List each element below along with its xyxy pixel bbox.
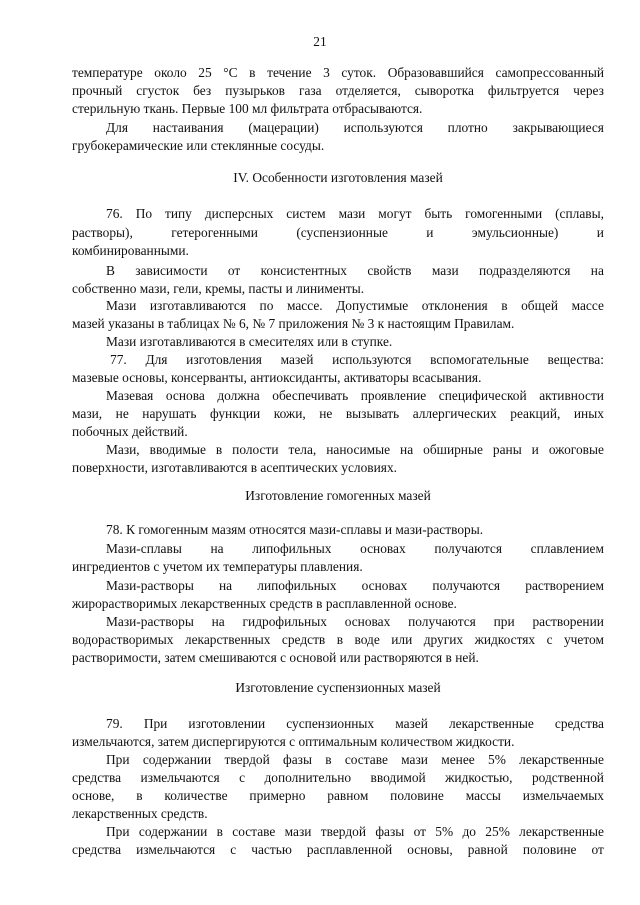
word: реакций, bbox=[510, 406, 561, 421]
word: лекарственные bbox=[448, 716, 534, 731]
word: плотно bbox=[447, 120, 488, 135]
word: зависимости bbox=[135, 263, 208, 278]
word: гомогенными bbox=[465, 206, 543, 221]
word: с bbox=[239, 770, 246, 785]
word: в bbox=[325, 752, 332, 767]
text-line bbox=[106, 614, 604, 630]
text-line bbox=[72, 65, 604, 81]
text-line: собственно мази, гели, кремы, пасты и линименты. bbox=[72, 281, 365, 296]
word: не bbox=[115, 406, 129, 421]
text-line bbox=[72, 406, 604, 422]
word: на bbox=[211, 614, 225, 629]
word: дополнительно bbox=[264, 770, 352, 785]
word: вспомогательные bbox=[430, 352, 529, 367]
word: с bbox=[546, 632, 553, 647]
word: могут bbox=[378, 206, 412, 221]
word: Для bbox=[145, 352, 168, 367]
text-line bbox=[72, 83, 604, 99]
word: растворы), bbox=[72, 225, 133, 240]
word: от bbox=[413, 824, 426, 839]
word: Мазевая bbox=[106, 388, 154, 403]
word: При bbox=[106, 824, 130, 839]
text-line: мазей указаны в таблицах № 6, № 7 приложения № 3 к настоящим Правилам. bbox=[72, 316, 515, 331]
word: получаются bbox=[432, 578, 501, 593]
word: расплавленной bbox=[306, 842, 393, 857]
word: суспензионных bbox=[286, 716, 375, 731]
word: 76. bbox=[106, 206, 123, 221]
text-line bbox=[106, 716, 604, 732]
word: на bbox=[218, 578, 233, 593]
word: половине bbox=[522, 842, 577, 857]
word: типу bbox=[165, 206, 192, 221]
word: измельчаются bbox=[136, 842, 216, 857]
word: 77. bbox=[110, 352, 127, 367]
word: половине bbox=[390, 788, 444, 803]
word: твердой bbox=[224, 752, 270, 767]
word: частью bbox=[251, 842, 292, 857]
word: учетом bbox=[563, 632, 604, 647]
word: 3 bbox=[323, 65, 330, 80]
text-line bbox=[110, 352, 604, 368]
word: через bbox=[573, 83, 604, 98]
word: в bbox=[216, 824, 223, 839]
text-line bbox=[106, 298, 604, 314]
word: гетерогенными bbox=[171, 225, 258, 240]
word: получаются bbox=[434, 541, 503, 556]
word: систем bbox=[286, 206, 326, 221]
word: не bbox=[319, 406, 333, 421]
word: измельчаемых bbox=[522, 788, 604, 803]
word: от bbox=[591, 842, 604, 857]
word: 25 bbox=[198, 65, 212, 80]
word: (суспензионные bbox=[296, 225, 388, 240]
word: или bbox=[391, 632, 413, 647]
word: Мази-сплавы bbox=[106, 541, 182, 556]
word: специфической bbox=[438, 388, 527, 403]
word: основе, bbox=[72, 788, 115, 803]
word: фазы bbox=[283, 752, 312, 767]
word: аллергических bbox=[412, 406, 497, 421]
word: Мази bbox=[106, 298, 137, 313]
word: суток. bbox=[341, 65, 377, 80]
section-heading: IV. Особенности изготовления мазей bbox=[233, 170, 443, 185]
word: средств bbox=[281, 632, 326, 647]
word: липофильных bbox=[257, 578, 337, 593]
word: Допустимые bbox=[336, 298, 409, 313]
word: на bbox=[400, 442, 414, 457]
word: жидкостью, bbox=[445, 770, 513, 785]
word: газа bbox=[298, 83, 322, 98]
word: водорастворимых bbox=[72, 632, 174, 647]
text-line: жирорастворимых лекарственных средств в расплавленной основе. bbox=[72, 596, 457, 611]
word: должна bbox=[217, 388, 260, 403]
word: изготовления bbox=[186, 352, 262, 367]
word: массе bbox=[571, 298, 604, 313]
word: липофильных bbox=[252, 541, 332, 556]
text-line bbox=[106, 120, 604, 136]
text-line: измельчаются, затем диспергируются с оптимальным количеством жидкости. bbox=[72, 734, 515, 749]
word: обеспечивать bbox=[272, 388, 349, 403]
word: используются bbox=[343, 120, 423, 135]
text-line: грубокерамические или стеклянные сосуды. bbox=[72, 138, 325, 153]
word: Мази, bbox=[106, 442, 140, 457]
word: температуре bbox=[72, 65, 143, 80]
word: в bbox=[249, 65, 256, 80]
word: в bbox=[336, 632, 344, 647]
word: При bbox=[143, 716, 168, 731]
word: и bbox=[596, 225, 604, 240]
section-heading: Изготовление гомогенных мазей bbox=[245, 488, 431, 503]
word: кожи, bbox=[273, 406, 306, 421]
word: в bbox=[215, 442, 223, 457]
word: Образовавшийся bbox=[387, 65, 484, 80]
word: составе bbox=[232, 824, 276, 839]
word: до bbox=[462, 824, 476, 839]
word: вводимой bbox=[370, 770, 426, 785]
word: фильтруется bbox=[487, 83, 560, 98]
word: сгусток bbox=[136, 83, 180, 98]
word: быть bbox=[424, 206, 453, 221]
word: основах bbox=[360, 541, 406, 556]
text-line: ингредиентов с учетом их температуры плавления. bbox=[72, 559, 363, 574]
word: тела, bbox=[288, 442, 317, 457]
word: полости bbox=[232, 442, 279, 457]
text-line: комбинированными. bbox=[72, 243, 189, 258]
text-line bbox=[106, 824, 604, 840]
text-line bbox=[72, 788, 604, 804]
word: отделяется, bbox=[335, 83, 401, 98]
word: массы bbox=[465, 788, 501, 803]
word: консистентных bbox=[260, 263, 348, 278]
word: в bbox=[136, 788, 143, 803]
text-line bbox=[72, 842, 604, 858]
text-line bbox=[106, 388, 604, 404]
word: гидрофильных bbox=[242, 614, 327, 629]
word: других bbox=[423, 632, 464, 647]
word: растворении bbox=[532, 614, 604, 629]
word: родственной bbox=[531, 770, 604, 785]
word: 5% bbox=[488, 752, 506, 767]
text-line: растворимости, затем смешиваются с основой или растворяются в ней. bbox=[72, 650, 479, 665]
word: сыворотка bbox=[414, 83, 474, 98]
word: составе bbox=[344, 752, 388, 767]
word: основы, bbox=[407, 842, 453, 857]
text-line bbox=[106, 752, 604, 768]
word: содержании bbox=[138, 824, 208, 839]
section-heading: Изготовление суспензионных мазей bbox=[235, 680, 441, 695]
word: общей bbox=[521, 298, 559, 313]
text-line: поверхности, изготавливаются в асептических условиях. bbox=[72, 460, 397, 475]
word: используются bbox=[332, 352, 412, 367]
word: (сплавы, bbox=[555, 206, 604, 221]
text-line: побочных действий. bbox=[72, 424, 188, 439]
word: 79. bbox=[106, 716, 123, 731]
word: с bbox=[230, 842, 237, 857]
word: сплавлением bbox=[530, 541, 604, 556]
word: мазей bbox=[395, 716, 428, 731]
text-line: лекарственных средств. bbox=[72, 806, 208, 821]
word: менее bbox=[441, 752, 475, 767]
text-line bbox=[106, 541, 604, 557]
word: °С bbox=[223, 65, 238, 80]
word: мази, bbox=[72, 406, 103, 421]
word: эмульсионные) bbox=[471, 225, 559, 240]
text-line bbox=[72, 632, 604, 648]
page-number: 21 bbox=[313, 34, 327, 49]
word: мази bbox=[284, 824, 312, 839]
word: основах bbox=[344, 614, 391, 629]
word: проявление bbox=[360, 388, 427, 403]
word: Мази-растворы bbox=[106, 614, 194, 629]
word: 5% bbox=[435, 824, 454, 839]
text-line bbox=[72, 770, 604, 786]
word: на bbox=[210, 541, 224, 556]
word: примерно bbox=[249, 788, 306, 803]
word: иных bbox=[573, 406, 604, 421]
word: жидкостях bbox=[474, 632, 536, 647]
word: и bbox=[426, 225, 434, 240]
word: средства bbox=[72, 842, 122, 857]
word: при bbox=[493, 614, 515, 629]
text-line bbox=[106, 263, 604, 279]
word: обширные bbox=[423, 442, 483, 457]
word: массе. bbox=[286, 298, 323, 313]
word: самопрессованный bbox=[495, 65, 604, 80]
word: пузырьков bbox=[225, 83, 285, 98]
word: раны bbox=[492, 442, 522, 457]
word: отклонения bbox=[421, 298, 488, 313]
text-line: Мази изготавливаются в смесителях или в ступке. bbox=[106, 334, 393, 349]
text-line: 78. К гомогенным мазям относятся мази-сплавы и мази-растворы. bbox=[106, 522, 484, 537]
text-line bbox=[106, 206, 604, 222]
word: течение bbox=[267, 65, 312, 80]
word: фазы bbox=[375, 824, 405, 839]
word: от bbox=[227, 263, 241, 278]
word: равном bbox=[327, 788, 369, 803]
word: лекарственных bbox=[184, 632, 271, 647]
word: основах bbox=[361, 578, 408, 593]
word: равной bbox=[467, 842, 508, 857]
word: около bbox=[154, 65, 187, 80]
word: изготавливаются bbox=[149, 298, 246, 313]
word: на bbox=[590, 263, 604, 278]
word: вводимые bbox=[149, 442, 206, 457]
word: изготовлении bbox=[188, 716, 266, 731]
text-line: мазевые основы, консерванты, антиоксиданты, активаторы всасывания. bbox=[72, 370, 482, 385]
word: мази bbox=[401, 752, 428, 767]
word: получаются bbox=[408, 614, 476, 629]
word: количестве bbox=[164, 788, 228, 803]
word: мазей bbox=[280, 352, 314, 367]
word: в bbox=[501, 298, 508, 313]
word: воде bbox=[354, 632, 380, 647]
word: растворением bbox=[525, 578, 604, 593]
word: Мази-растворы bbox=[106, 578, 194, 593]
word: средства bbox=[554, 716, 604, 731]
word: свойств bbox=[367, 263, 412, 278]
word: вещества: bbox=[547, 352, 604, 367]
word: 25% bbox=[485, 824, 510, 839]
word: мази bbox=[431, 263, 459, 278]
word: и bbox=[531, 442, 539, 457]
word: При bbox=[106, 752, 130, 767]
word: измельчаются bbox=[140, 770, 220, 785]
word: нарушать bbox=[142, 406, 197, 421]
word: дисперсных bbox=[204, 206, 274, 221]
text-line bbox=[106, 578, 604, 594]
word: по bbox=[259, 298, 274, 313]
word: мази bbox=[338, 206, 366, 221]
word: лекарственные bbox=[519, 824, 604, 839]
word: По bbox=[135, 206, 153, 221]
text-line bbox=[106, 442, 604, 458]
word: прочный bbox=[72, 83, 123, 98]
text-line: стерильную ткань. Первые 100 мл фильтрата отбрасываются. bbox=[72, 101, 423, 116]
word: без bbox=[193, 83, 212, 98]
word: твердой bbox=[320, 824, 366, 839]
word: Для bbox=[106, 120, 128, 135]
text-line bbox=[72, 225, 604, 241]
word: функции bbox=[210, 406, 261, 421]
word: ожоговые bbox=[548, 442, 604, 457]
word: закрывающиеся bbox=[512, 120, 604, 135]
word: В bbox=[106, 263, 115, 278]
word: (мацерации) bbox=[248, 120, 319, 135]
word: активности bbox=[539, 388, 604, 403]
word: средства bbox=[72, 770, 122, 785]
word: содержании bbox=[142, 752, 212, 767]
word: настаивания bbox=[152, 120, 224, 135]
word: вызывать bbox=[345, 406, 400, 421]
word: основа bbox=[165, 388, 205, 403]
word: наносимые bbox=[326, 442, 391, 457]
word: подразделяются bbox=[478, 263, 571, 278]
word: лекарственные bbox=[519, 752, 604, 767]
